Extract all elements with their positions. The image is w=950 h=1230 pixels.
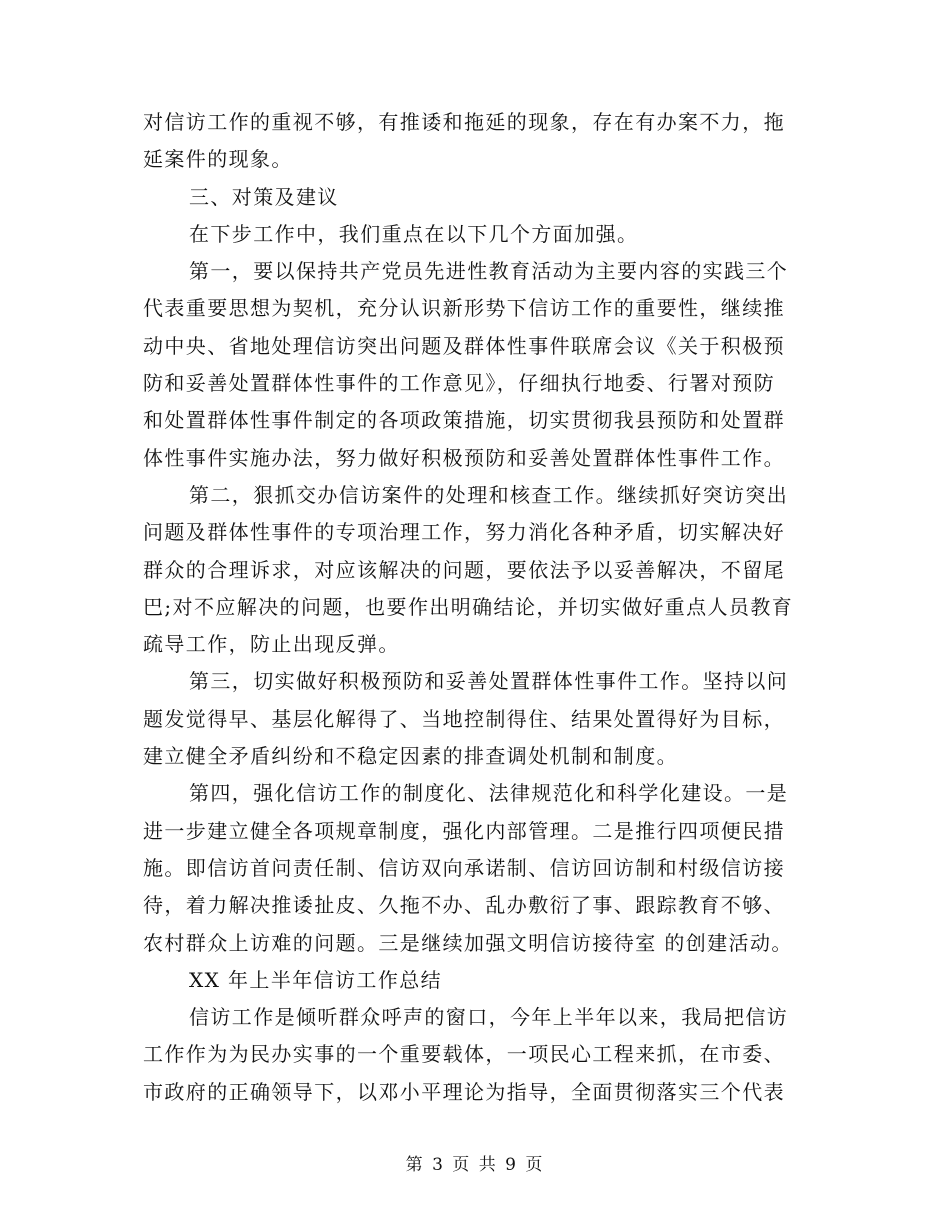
text-line: 代表重要思想为契机，充分认识新形势下信访工作的重要性，继续推 <box>143 296 785 321</box>
text-line: 问题及群体性事件的专项治理工作，努力消化各种矛盾，切实解决好 <box>143 520 785 545</box>
section-title: XX 年上半年信访工作总结 <box>189 967 443 992</box>
text-line: 第三，切实做好积极预防和妥善处置群体性事件工作。坚持以问 <box>189 669 789 694</box>
document-body <box>143 104 803 1111</box>
text-line: 待，着力解决推诿扯皮、久拖不办、乱办敷衍了事、跟踪教育不够、 <box>143 893 785 918</box>
text-line: 农村群众上访难的问题。三是继续加强文明信访接待室 的创建活动。 <box>143 930 793 955</box>
text-line: 防和妥善处置群体性事件的工作意见》，仔细执行地委、行署对预防 <box>143 371 775 396</box>
text-line: 群众的合理诉求，对应该解决的问题，要依法予以妥善解决，不留尾 <box>143 557 785 582</box>
text-line: 对信访工作的重视不够，有推诿和拖延的现象，存在有办案不力，拖 <box>143 110 785 134</box>
text-line: 疏导工作，防止出现反弹。 <box>143 632 400 657</box>
text-line: 工作作为为民办实事的一个重要载体，一项民心工程来抓，在市委、 <box>143 1042 785 1067</box>
text-line: 和处置群体性事件制定的各项政策措施，切实贯彻我县预防和处置群 <box>143 408 785 433</box>
text-line: 进一步建立健全各项规章制度，强化内部管理。二是推行四项便民措 <box>143 818 785 843</box>
text-line: 第一，要以保持共产党员先进性教育活动为主要内容的实践三个 <box>189 259 789 284</box>
section-heading: 三、对策及建议 <box>189 184 339 209</box>
text-line: 巴;对不应解决的问题，也要作出明确结论，并切实做好重点人员教育 <box>143 594 794 619</box>
text-line: 第四，强化信访工作的制度化、法律规范化和科学化建设。一是 <box>189 781 789 806</box>
text-line: 体性事件实施办法，努力做好积极预防和妥善处置群体性事件工作。 <box>143 445 785 470</box>
text-line: 题发觉得早、基层化解得了、当地控制得住、结果处置得好为目标， <box>143 706 785 731</box>
text-line: 建立健全矛盾纠纷和不稳定因素的排查调处机制和制度。 <box>143 744 678 769</box>
text-line: 信访工作是倾听群众呼声的窗口，今年上半年以来，我局把信访 <box>189 1005 789 1030</box>
text-line: 在下步工作中，我们重点在以下几个方面加强。 <box>189 221 639 246</box>
text-line: 动中央、省地处理信访突出问题及群体性事件联席会议《关于积极预 <box>143 333 785 358</box>
text-line: 延案件的现象。 <box>143 147 293 172</box>
text-line: 市政府的正确领导下，以邓小平理论为指导，全面贯彻落实三个代表 <box>143 1079 785 1104</box>
text-line: 第二，狠抓交办信访案件的处理和核查工作。继续抓好突访突出 <box>189 482 789 507</box>
page-number-footer: 第 3 页 共 9 页 <box>405 1155 545 1175</box>
text-line: 施。即信访首问责任制、信访双向承诺制、信访回访制和村级信访接 <box>143 855 785 880</box>
